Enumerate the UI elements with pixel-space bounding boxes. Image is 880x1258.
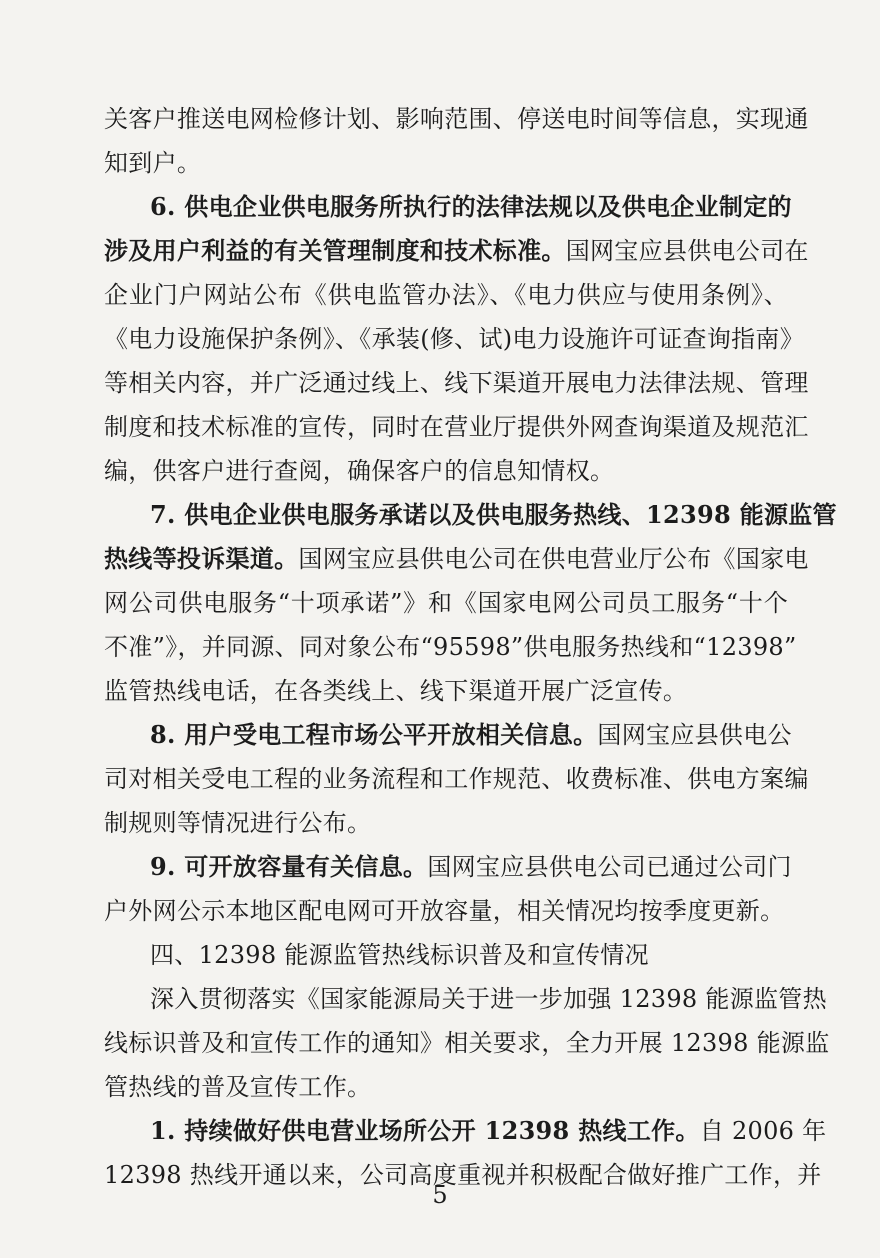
item-6-heading: 6. 供电企业供电服务所执行的法律法规以及供电企业制定的 [150,192,792,221]
text-line [150,852,792,882]
item-8-heading: 8. 用户受电工程市场公平开放相关信息。 [150,720,598,749]
text-line: 《电力设施保护条例》、《承装(修、试)电力设施许可证查询指南》 [104,325,805,353]
text-line: 等相关内容，并广泛通过线上、线下渠道开展电力法律法规、管理 [104,369,809,397]
item-9-text: 国网宝应县供电公司已通过公司门 [427,853,792,881]
text-line: 监管热线电话，在各类线上、线下渠道开展广泛宣传。 [104,677,688,705]
text-line [150,1116,827,1146]
text-line: 制规则等情况进行公布。 [104,809,372,837]
item-9-heading: 9. 可开放容量有关信息。 [150,852,428,881]
text-line: 网公司供电服务“十项承诺”》和《国家电网公司员工服务“十个 [104,589,788,617]
text-line: 编，供客户进行查阅，确保客户的信息知情权。 [104,457,615,485]
text-line [104,236,809,266]
item-6-heading-cont: 涉及用户利益的有关管理制度和技术标准。 [104,236,566,265]
item-6-text: 国网宝应县供电公司在 [565,237,809,265]
text-line: 管热线的普及宣传工作。 [104,1073,372,1101]
item-7-heading-cont: 热线等投诉渠道。 [104,544,299,573]
text-line: 制度和技术标准的宣传，同时在营业厅提供外网查询渠道及规范汇 [104,413,809,441]
text-line: 线标识普及和宣传工作的通知》相关要求，全力开展 12398 能源监 [104,1029,830,1057]
text-line [150,720,792,750]
item-7-text: 国网宝应县供电公司在供电营业厅公布《国家电 [298,545,809,573]
text-line: 司对相关受电工程的业务流程和工作规范、收费标准、供电方案编 [104,765,809,793]
text-line: 关客户推送电网检修计划、影响范围、停送电时间等信息，实现通 [104,105,809,133]
text-line: 企业门户网站公布《供电监管办法》、《电力供应与使用条例》、 [104,281,788,309]
page-number: 5 [432,1181,448,1209]
text-line: 12398 热线开通以来，公司高度重视并积极配合做好推广工作，并 [104,1161,822,1189]
text-line: 户外网公示本地区配电网可开放容量，相关情况均按季度更新。 [104,897,785,925]
text-line: 深入贯彻落实《国家能源局关于进一步加强 12398 能源监管热 [150,985,827,1013]
item-8-text: 国网宝应县供电公 [597,721,792,749]
section-4-heading: 四、12398 能源监管热线标识普及和宣传情况 [150,941,649,969]
item-1-heading: 1. 持续做好供电营业场所公开 12398 热线工作。 [150,1116,700,1145]
text-line: 知到户。 [104,149,202,177]
item-7-heading: 7. 供电企业供电服务承诺以及供电服务热线、12398 能源监管 [150,500,837,529]
item-1-text: 自 2006 年 [699,1117,827,1145]
text-line [104,544,809,574]
text-line: 不准”》，并同源、同对象公布“95598”供电服务热线和“12398” [104,633,797,661]
